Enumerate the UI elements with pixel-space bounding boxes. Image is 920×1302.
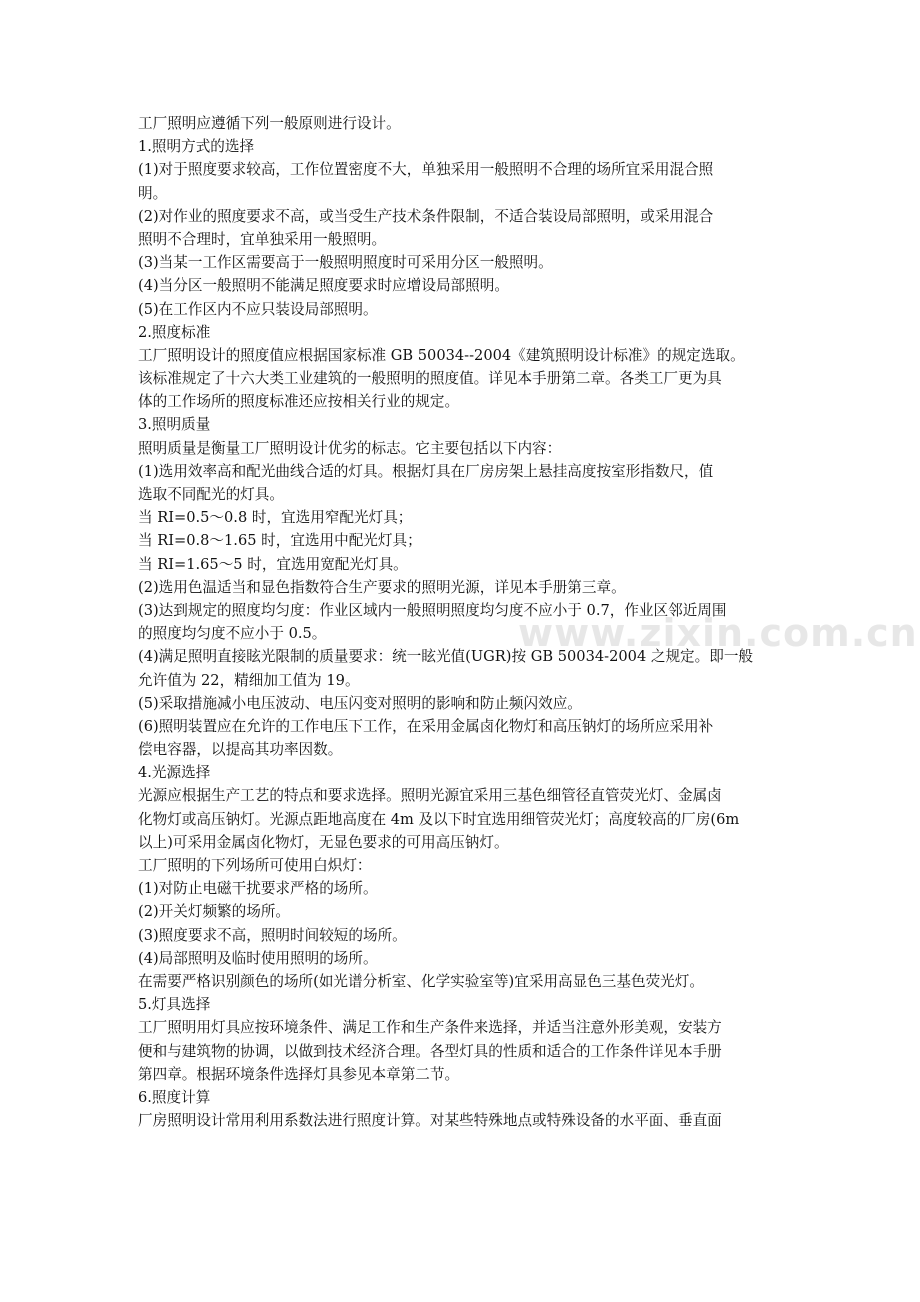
- text-line: 工厂照明应遵循下列一般原则进行设计。: [138, 115, 401, 132]
- text-line: (2)开关灯频繁的场所。: [138, 903, 291, 921]
- text-line: (5)采取措施减小电压波动、电压闪变对照明的影响和防止频闪效应。: [138, 694, 582, 712]
- text-line: 便和与建筑物的协调，以做到技术经济合理。各型灯具的性质和适合的工作条件详见本手册: [138, 1042, 722, 1060]
- text-line: (1)对于照度要求较高，工作位置密度不大，单独采用一般照明不合理的场所宜采用混合照: [138, 161, 714, 179]
- text-line: 5.灯具选择: [138, 996, 211, 1014]
- text-line: (4)局部照明及临时使用照明的场所。: [138, 949, 378, 967]
- text-line: 的照度均匀度不应小于 0.5。: [138, 625, 327, 643]
- text-line: 允许值为 22，精细加工值为 19。: [138, 671, 360, 689]
- text-line: (4)当分区一般照明不能满足照度要求时应增设局部照明。: [138, 277, 509, 295]
- text-line: (3)达到规定的照度均匀度：作业区域内一般照明照度均匀度不应小于 0.7，作业区邻近周围: [138, 601, 727, 619]
- text-line: 1.照明方式的选择: [138, 138, 255, 156]
- watermark: www.zixin.com.cn: [518, 611, 918, 655]
- text-line: 2.照度标准: [138, 323, 211, 341]
- text-line: 第四章。根据环境条件选择灯具参见本章第二节。: [138, 1065, 460, 1083]
- text-line: 工厂照明设计的照度值应根据国家标准 GB 50034--2004《建筑照明设计标准》的规定选取。: [138, 346, 745, 364]
- text-line: 工厂照明的下列场所可使用白炽灯：: [138, 857, 372, 874]
- text-line: 3.照明质量: [138, 416, 211, 434]
- text-line: 选取不同配光的灯具。: [138, 486, 284, 503]
- text-line: 偿电容器，以提高其功率因数。: [138, 741, 343, 759]
- text-line: (1)对防止电磁干扰要求严格的场所。: [138, 880, 378, 898]
- text-line: (5)在工作区内不应只装设局部照明。: [138, 300, 378, 318]
- text-line: 6.照度计算: [138, 1088, 211, 1106]
- text-line: 厂房照明设计常用利用系数法进行照度计算。对某些特殊地点或特殊设备的水平面、垂直面: [138, 1112, 722, 1130]
- text-line: 照明质量是衡量工厂照明设计优劣的标志。它主要包括以下内容：: [138, 439, 562, 457]
- text-line: (4)满足照明直接眩光限制的质量要求：统一眩光值(UGR)按 GB 50034-2004 之规定。即一般: [138, 648, 754, 666]
- document-body: [138, 112, 786, 1132]
- text-line: (3)照度要求不高，照明时间较短的场所。: [138, 926, 407, 944]
- text-line: 当 RI=0.8～1.65 时，宜选用中配光灯具；: [138, 532, 422, 550]
- text-line: (2)选用色温适当和显色指数符合生产要求的照明光源，详见本手册第三章。: [138, 578, 626, 596]
- text-line: 以上)可采用金属卤化物灯，无显色要求的可用高压钠灯。: [138, 833, 509, 851]
- text-line: 明。: [138, 184, 168, 202]
- text-line: 该标准规定了十六大类工业建筑的一般照明的照度值。详见本手册第二章。各类工厂更为具: [138, 370, 722, 388]
- text-line: 当 RI=1.65～5 时，宜选用宽配光灯具。: [138, 555, 408, 573]
- text-line: 化物灯或高压钠灯。光源点距地高度在 4m 及以下时宜选用细管荧光灯；高度较高的厂房(6m: [138, 810, 740, 828]
- text-line: 工厂照明用灯具应按环境条件、满足工作和生产条件来选择，并适当注意外形美观，安装方: [138, 1019, 722, 1037]
- text-line: 光源应根据生产工艺的特点和要求选择。照明光源宜采用三基色细管径直管荧光灯、金属卤: [138, 787, 722, 805]
- text-line: (2)对作业的照度要求不高，或当受生产技术条件限制，不适合装设局部照明，或采用混合: [138, 207, 714, 225]
- text-line: 在需要严格识别颜色的场所(如光谱分析室、化学实验室等)宜采用高显色三基色荧光灯。: [138, 972, 704, 990]
- text-line: 体的工作场所的照度标准还应按相关行业的规定。: [138, 393, 460, 411]
- text-line: (1)选用效率高和配光曲线合适的灯具。根据灯具在厂房房架上悬挂高度按室形指数尺，值: [138, 462, 714, 480]
- text-line: 照明不合理时，宜单独采用一般照明。: [138, 230, 387, 248]
- text-line: 当 RI=0.5～0.8 时，宜选用窄配光灯具；: [138, 509, 413, 527]
- text-line: 4.光源选择: [138, 764, 211, 782]
- text-line: (3)当某一工作区需要高于一般照明照度时可采用分区一般照明。: [138, 254, 553, 272]
- text-line: (6)照明装置应在允许的工作电压下工作，在采用金属卤化物灯和高压钠灯的场所应采用补: [138, 717, 714, 735]
